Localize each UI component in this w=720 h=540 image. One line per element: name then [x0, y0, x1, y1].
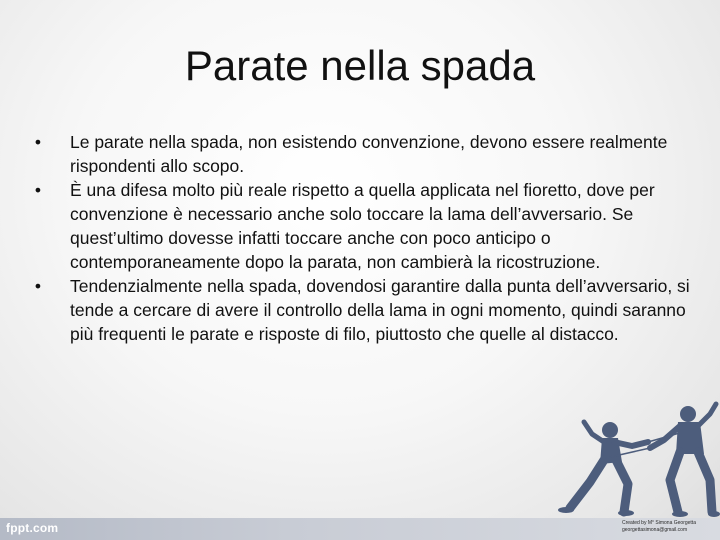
footer-bar	[0, 518, 720, 540]
bullet-item	[30, 274, 690, 346]
credit-email: georgettasimona@gmail.com	[622, 527, 688, 533]
bullet-item	[30, 130, 690, 178]
credit-author: Created by M° Simona Georgetta	[622, 520, 696, 526]
bullet-text: Tendenzialmente nella spada, dovendosi garantire dalla punta dell’avversario, si tende a cercare di avere il controllo della lama in ogni momento, quindi saranno più frequenti le parate e risposte di filo, piuttosto che quelle al distacco.	[70, 276, 690, 344]
bullet-item	[30, 178, 690, 274]
bullet-list	[30, 130, 690, 346]
bullet-text: È una difesa molto più reale rispetto a quella applicata nel fioretto, dove per convenzione è necessario anche solo toccare la lama dell’avversario. Se quest’ultimo dovesse infatti toccare anche con poco anticipo o contemporaneamente dopo la parata, non cambierà la ricostruzione.	[70, 180, 655, 272]
fppt-logo: fppt.com	[6, 521, 59, 535]
fencers-illustration	[540, 400, 720, 520]
bullet-marker: •	[34, 180, 42, 200]
slide-title: Parate nella spada	[184, 42, 536, 89]
bullet-marker: •	[34, 132, 42, 152]
author-credit	[622, 520, 718, 534]
bullet-marker: •	[34, 276, 42, 296]
bullet-text: Le parate nella spada, non esistendo convenzione, devono essere realmente rispondenti allo scopo.	[70, 132, 668, 176]
